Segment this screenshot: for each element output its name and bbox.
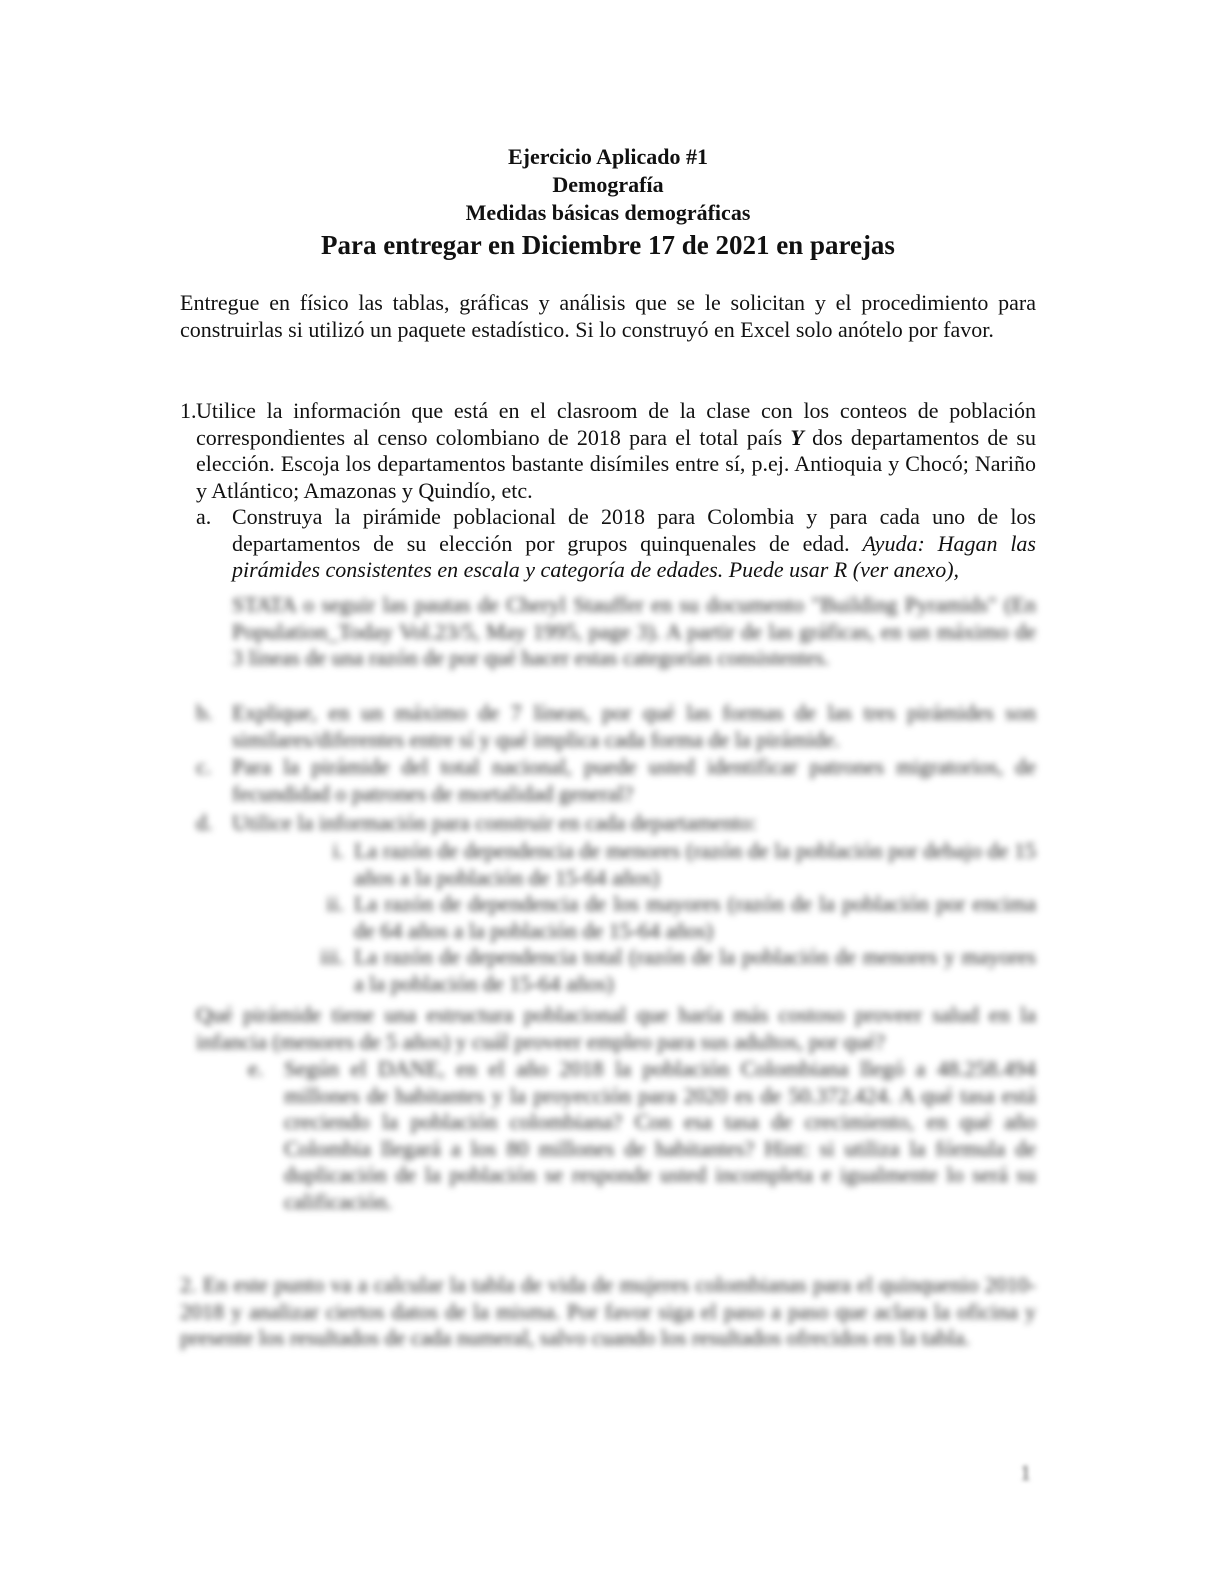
item-d-label: d. [196, 810, 213, 835]
question-1-text-before: Utilice la información que está en el clasroom de la clase con los conteos de población correspondientes al censo colombiano de 2018 para el total país [196, 398, 1036, 450]
intro-paragraph: Entregue en físico las tablas, gráficas y análisis que se le solicitan y el procedimiento para construirlas si utilizó un paquete estadístico. Si lo construyó en Excel solo anótelo por favor. [180, 290, 1036, 342]
question-1 [180, 398, 1036, 584]
item-c [196, 754, 1036, 807]
roman-item-iii-text: La razón de dependencia total (razón de la población de menores y mayores a la población de 15-64 años) [354, 944, 1036, 996]
document-header [180, 143, 1036, 263]
item-e-label: e. [248, 1056, 264, 1081]
roman-item-ii [300, 891, 1036, 944]
exercise-title: Ejercicio Aplicado #1 [507, 144, 709, 169]
roman-item-i-label: i. [332, 838, 344, 863]
roman-item-iii-label: iii. [320, 944, 344, 969]
item-a-continuation: STATA o seguir las pautas de Cheryl Stauffer en su documento "Building Pyramids" (En Population_Today Vol.23/5, May 1995, page 3). A partir de las gráficas, en un máximo de 3 líneas de una razón de por qué hacer estas categorías consistentes. [232, 592, 1036, 670]
question-2: 2. En este punto va a calcular la tabla de vida de mujeres colombianas para el quinquenio 2010-2018 y analizar ciertos datos de la misma. Por favor siga el paso a paso que aclara la oficina y presente los resultados de cada numeral, salvo cuando los resultados ofrecidos en la tabla. [180, 1272, 1036, 1350]
question-1-number: 1. [180, 398, 197, 423]
roman-list [300, 838, 1036, 997]
item-b-text: Explique, en un máximo de 7 líneas, por qué las formas de las tres pirámides son similares/diferentes entre sí y qué implica cada forma de la pirámide. [232, 700, 1036, 752]
question-1-text-after: dos departamentos de su elección. Escoja los departamentos bastante disímiles entre sí, p.ej. Antioquia y Chocó; Nariño y Atlántico; Amazonas y Quindío, etc. [196, 424, 1036, 503]
item-e [248, 1056, 1036, 1215]
item-b [196, 700, 1036, 753]
item-d [196, 810, 1036, 837]
roman-item-ii-label: ii. [326, 891, 344, 916]
question-1-text [196, 398, 1036, 504]
topic-title: Medidas básicas demográficas [465, 200, 751, 225]
item-a-hint: Ayuda: Hagan las pirámides consistentes en escala y categoría de edades. Puede usar R (ver anexo), [232, 530, 1036, 582]
item-e-text: Según el DANE, en el año 2018 la población Colombiana llegó a 48.258.494 millones de habitantes y la proyección para 2020 es de 50.372.424. A qué tasa está creciendo la población colombiana? Con esa tasa de crecimiento, en qué año Colombia llegará a los 80 millones de habitantes? Hint: si utiliza la fórmula de duplicación de la población se responde usted incompleta e igualmente lo será su calificación. [284, 1056, 1036, 1214]
item-d-text: Utilice la información para construir en cada departamento: [232, 810, 757, 835]
question-1-emphasis: Y [790, 424, 804, 450]
item-a [196, 504, 1036, 584]
page-number: 1 [1020, 1460, 1031, 1485]
roman-item-ii-text: La razón de dependencia de los mayores (razón de la población por encima de 64 años a la población de 15-64 años) [354, 891, 1036, 943]
item-a-main: Construya la pirámide poblacional de 2018 para Colombia y para cada uno de los departamentos de su elección por grupos quinquenales de edad. [232, 504, 1036, 556]
item-c-text: Para la pirámide del total nacional, puede usted identificar patrones migratorios, de fecundidad o patrones de mortalidad general? [232, 754, 1036, 806]
roman-item-i-text: La razón de dependencia de menores (razón de la población por debajo de 15 años a la población de 15-64 años) [354, 838, 1036, 890]
due-date-heading: Para entregar en Diciembre 17 de 2021 en parejas [321, 230, 895, 260]
item-b-label: b. [196, 700, 213, 725]
course-title: Demografía [552, 172, 664, 197]
item-a-text [232, 504, 1036, 584]
roman-item-i [300, 838, 1036, 891]
closing-question: Qué pirámide tiene una estructura poblacional que haría más costoso proveer salud en la infancia (menores de 5 años) y cuál proveer empleo para sus adultos, por qué? [196, 1002, 1036, 1054]
roman-item-iii [300, 944, 1036, 997]
item-a-label: a. [196, 504, 212, 529]
item-c-label: c. [196, 754, 212, 779]
